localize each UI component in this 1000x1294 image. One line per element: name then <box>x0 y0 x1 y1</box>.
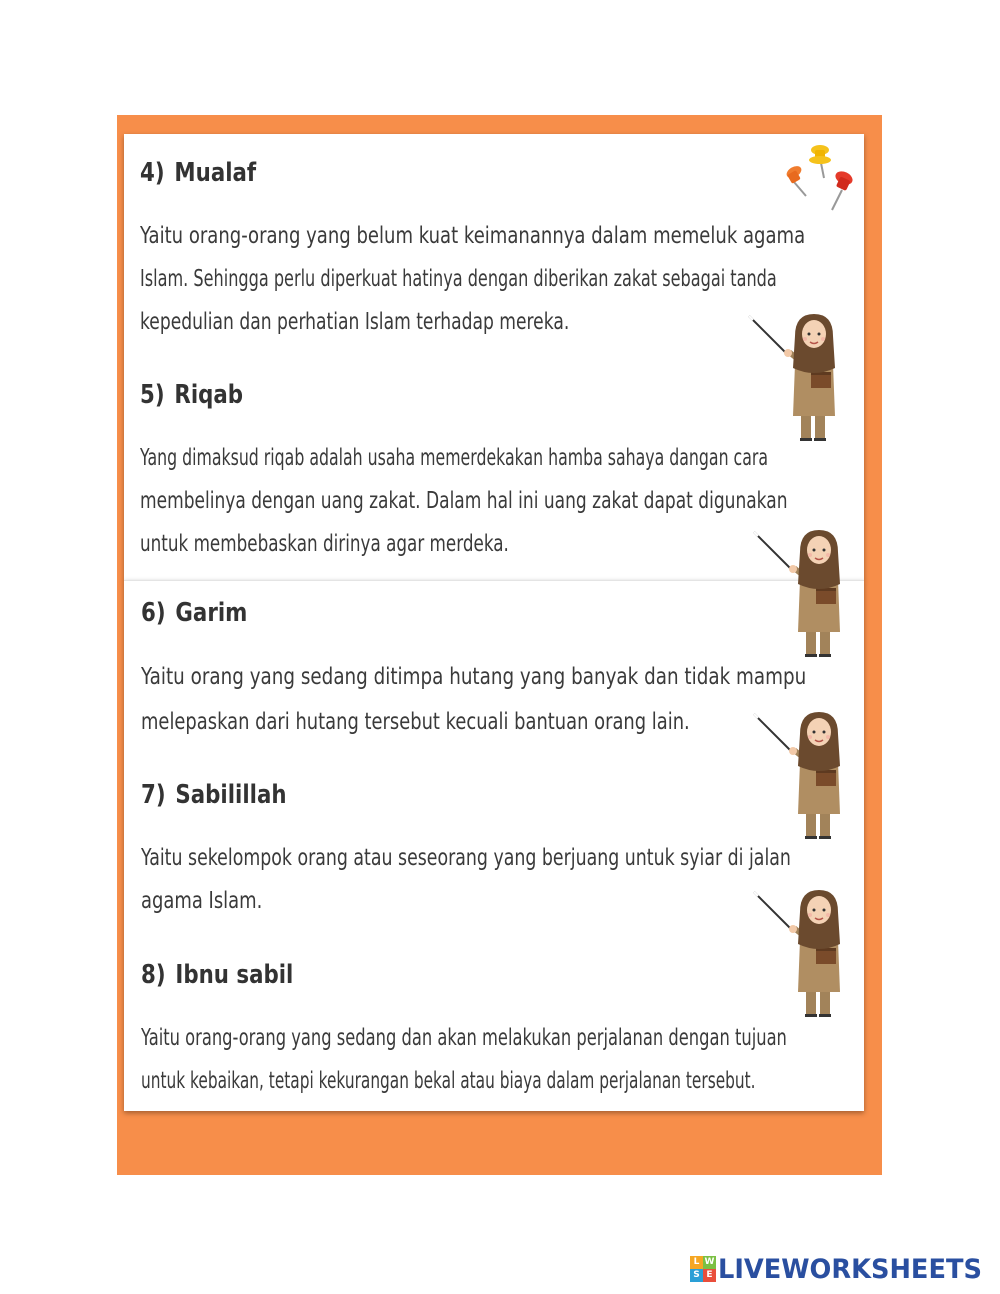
liveworksheets-logo <box>690 1252 996 1286</box>
paragraph-line: membelinya dengan uang zakat. Dalam hal ini uang zakat dapat digunakan <box>140 488 788 514</box>
paragraph-line: agama Islam. <box>141 888 263 914</box>
section-heading-garim: 6) Garim <box>141 598 248 628</box>
paragraph-line: melepaskan dari hutang tersebut kecuali bantuan orang lain. <box>141 709 690 735</box>
paragraph-line: Yang dimaksud riqab adalah usaha memerdekakan hamba sahaya dangan cara <box>140 445 769 471</box>
paragraph-line: untuk membebaskan dirinya agar merdeka. <box>140 531 509 557</box>
teacher-with-pointer-icon <box>745 710 855 840</box>
liveworksheets-badge-icon: L W S E <box>690 1256 716 1282</box>
paragraph-line: untuk kebaikan, tetapi kekurangan bekal atau biaya dalam perjalanan tersebut. <box>141 1068 756 1094</box>
paragraph-line: Yaitu orang yang sedang ditimpa hutang yang banyak dan tidak mampu <box>141 664 807 690</box>
paragraph-line: Yaitu orang-orang yang belum kuat keimanannya dalam memeluk agama <box>140 223 806 249</box>
paragraph-line: Islam. Sehingga perlu diperkuat hatinya dengan diberikan zakat sebagai tanda <box>140 266 777 292</box>
section-heading-ibnu-sabil: 8) Ibnu sabil <box>141 960 294 990</box>
brand-name: LIVEWORKSHEETS <box>718 1253 982 1285</box>
paragraph-line: Yaitu orang-orang yang sedang dan akan melakukan perjalanan dengan tujuan <box>141 1025 787 1051</box>
teacher-with-pointer-icon <box>745 528 855 658</box>
push-pins-icon <box>780 138 860 216</box>
teacher-with-pointer-icon <box>740 312 850 442</box>
paragraph-line: Yaitu sekelompok orang atau seseorang yang berjuang untuk syiar di jalan <box>141 845 791 871</box>
paragraph-line: kepedulian dan perhatian Islam terhadap mereka. <box>140 309 570 335</box>
section-heading-sabilillah: 7) Sabilillah <box>141 780 287 810</box>
teacher-with-pointer-icon <box>745 888 855 1018</box>
section-heading-riqab: 5) Riqab <box>140 380 244 410</box>
section-heading-mualaf: 4) Mualaf <box>140 158 257 188</box>
